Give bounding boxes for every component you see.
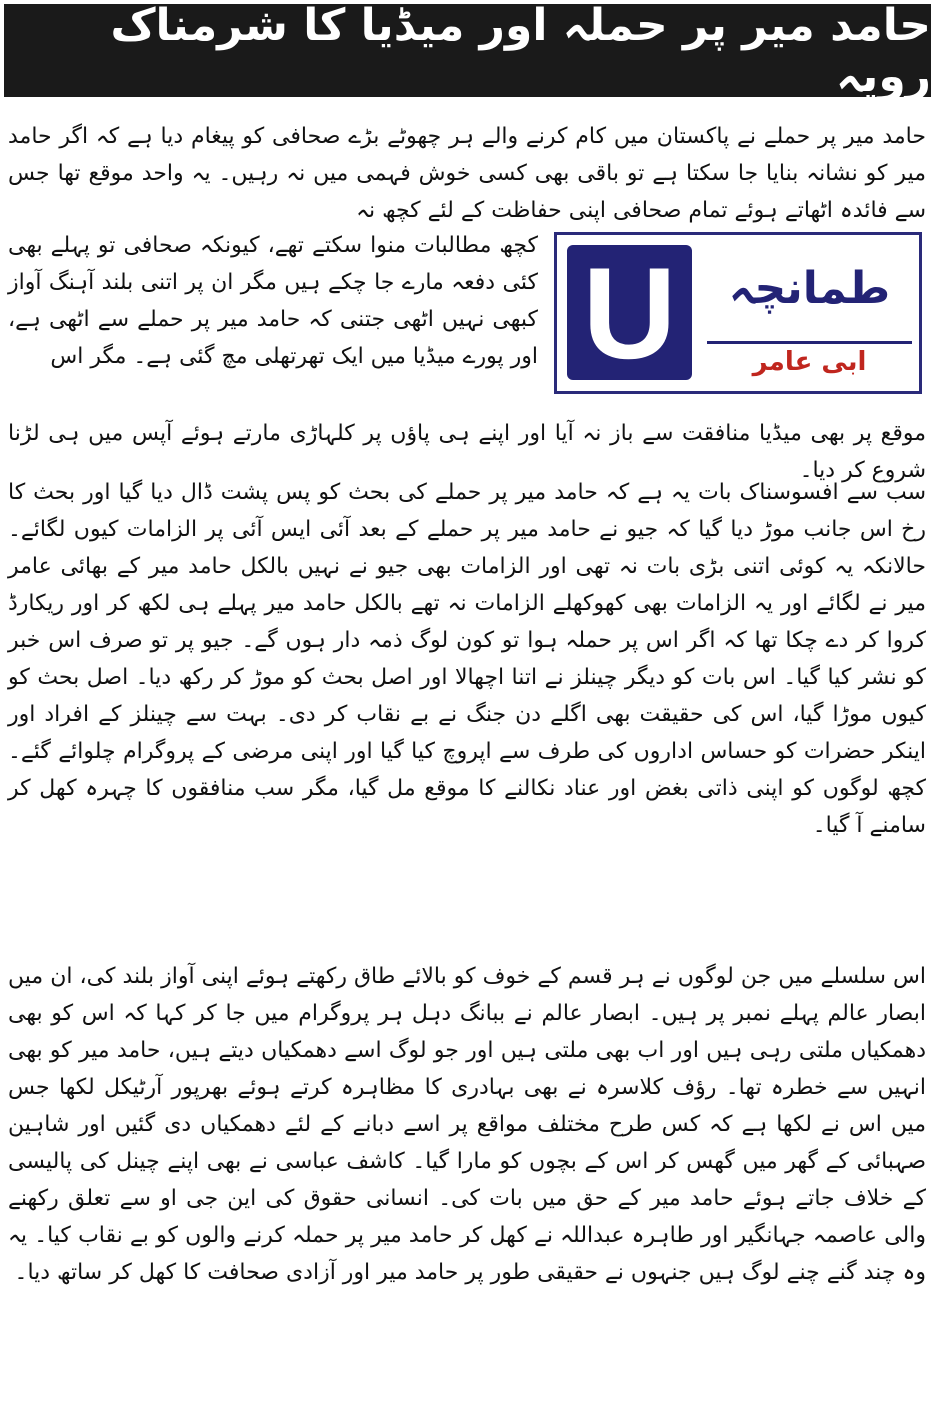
column-logo xyxy=(554,232,922,394)
paragraph-text: اس سلسلے میں جن لوگوں نے ہر قسم کے خوف کو بالائے طاق رکھتے ہوئے اپنی آواز بلند کی، ان میں ابصار عالم پہلے نمبر پر ہیں۔ ابصار عالم نے ببانگ دہل ہر پروگرام میں جا کر کہا کہ اس کو بھی دھمکیاں ملتی رہی ہیں اور اب بھی ملتی ہیں اور جو لوگ اسے دھمکیاں دیتے ہیں، حامد میر کو بھی انہیں سے خطرہ تھا۔ رؤف کلاسرہ نے بھی بہادری کا مظاہرہ کرتے ہوئے بھرپور آرٹیکل لکھا جس میں اس نے لکھا ہے کہ کس طرح مختلف مواقع پر اسے دبانے کے لئے دھمکیاں دی گئیں اور شاہین صہبائی کے گھر میں گھس کر اس کے بچوں کو مارا گیا۔ کاشف عباسی نے بھی اپنے چینل کی پالیسی کے خلاف جاتے ہوئے حامد میر کے حق میں بات کی۔ انسانی حقوق کی این جی او سے تعلق رکھنے والی عاصمہ جہانگیر اور طاہرہ عبداللہ نے کھل کر حامد میر پر حملہ کرنے والوں کو بے نقاب کیا۔ یہ وہ چند گنے چنے لوگ ہیں جنہوں نے حقیقی طور پر حامد میر اور آزادی صحافت کا کھل کر ساتھ دیا۔ xyxy=(8,964,926,1285)
paragraph-text: کچھ مطالبات منوا سکتے تھے، کیونکہ صحافی تو پہلے بھی کئی دفعہ مارے جا چکے ہیں مگر ان پر اتنی بلند آہنگ آواز کبھی نہیں اٹھی جتنی کہ حامد میر پر حملے سے اٹھی ہے، اور پورے میڈیا میں ایک تھرتھلی مچ گئی ہے۔ مگر اس xyxy=(8,233,538,369)
paragraph-text: سب سے افسوسناک بات یہ ہے کہ حامد میر پر حملے کی بحث کو پس پشت ڈال دیا گیا اور بحث کا رخ اس جانب موڑ دیا گیا کہ جیو نے حامد میر پر حملے کے بعد آئی ایس آئی پر الزامات کیوں لگائے۔ حالانکہ یہ کوئی اتنی بڑی بات نہ تھی اور الزامات بھی جیو نے نہیں بالکل حامد میر کے بھائی عامر میر نے لگائے اور یہ الزامات بھی کھوکھلے الزامات نہ تھے بالکل حامد میر پہلے ہی لکھ کر اور ریکارڈ کروا کر دے چکا تھا کہ اگر اس پر حملہ ہوا تو کون لوگ ذمہ دار ہوں گے۔ جیو پر تو صرف اس خبر کو نشر کیا گیا۔ اس بات کو دیگر چینلز نے اتنا اچھالا اور اصل بحث کو موڑ کر رکھ دیا۔ اصل بحث کو کیوں موڑا گیا، اس کی حقیقت بھی اگلے دن جنگ نے بے نقاب کر دی۔ بہت سے چینلز کے افراد اور اینکر حضرات کو حساس اداروں کی طرف سے اپروچ کیا گیا اور اپنی مرضی کے پروگرام چلوائے گئے۔ کچھ لوگوں کو اپنی ذاتی بغض اور عناد نکالنے کا موقع مل گیا، مگر سب منافقوں کا چہرہ کھل کر سامنے آ گیا۔ xyxy=(8,480,926,838)
column-name: طمانچہ xyxy=(728,263,891,314)
paragraph-text: حامد میر پر حملے نے پاکستان میں کام کرنے والے ہر چھوٹے بڑے صحافی کو پیغام دیا ہے کہ اگر حامد میر کو نشانہ بنایا جا سکتا ہے تو باقی بھی کسی خوش فہمی میں نہ رہیں۔ یہ واحد موقع تھا جس سے فائدہ اٹھاتے ہوئے تمام صحافی اپنی حفاظت کے لئے کچھ نہ xyxy=(8,124,926,223)
article-paragraph-3 xyxy=(8,958,926,1291)
headline-bar xyxy=(4,0,931,102)
logo-divider xyxy=(707,341,912,344)
article-paragraph-1-top xyxy=(8,118,926,229)
logo-letter-badge: U xyxy=(567,245,692,380)
author-name: ابی عامر xyxy=(752,347,867,377)
headline-title: حامد میر پر حملہ اور میڈیا کا شرمناک رویہ xyxy=(110,0,931,102)
article-paragraph-1-side xyxy=(8,227,538,375)
paragraph-text: موقع پر بھی میڈیا منافقت سے باز نہ آیا اور اپنے ہی پاؤں پر کلہاڑی مارتے ہوئے آپس میں ہی لڑنا شروع کر دیا۔ xyxy=(8,421,926,483)
article-paragraph-2 xyxy=(8,474,926,844)
